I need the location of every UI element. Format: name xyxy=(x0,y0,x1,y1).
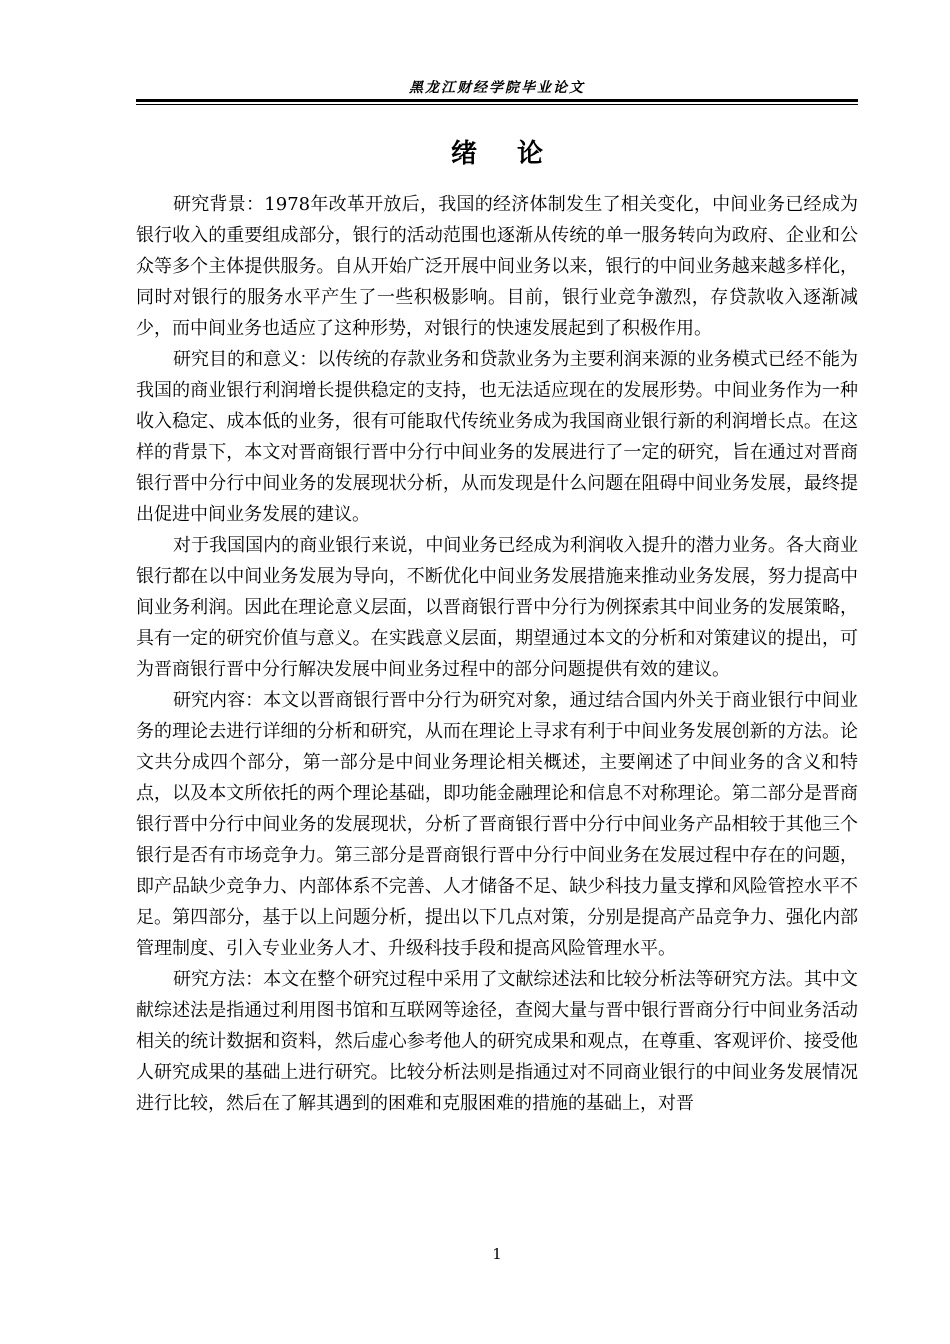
page-number: 1 xyxy=(492,1245,502,1263)
paragraph-purpose: 研究目的和意义：以传统的存款业务和贷款业务为主要利润来源的业务模式已经不能为我国的商业银行利润增长提供稳定的支持，也无法适应现在的发展形势。中间业务作为一种收入稳定、成本低的业务，很有可能取代传统业务成为我国商业银行新的利润增长点。在这样的背景下，本文对晋商银行晋中分行中间业务的发展进行了一定的研究，旨在通过对晋商银行晋中分行中间业务的发展现状分析，从而发现是什么问题在阻碍中间业务发展，最终提出促进中间业务发展的建议。 xyxy=(136,349,858,525)
paragraph-content: 研究内容：本文以晋商银行晋中分行为研究对象，通过结合国内外关于商业银行中间业务的理论去进行详细的分析和研究，从而在理论上寻求有利于中间业务发展创新的方法。论文共分成四个部分，第一部分是中间业务理论相关概述，主要阐述了中间业务的含义和特点，以及本文所依托的两个理论基础，即功能金融理论和信息不对称理论。第二部分是晋商银行晋中分行中间业务的发展现状，分析了晋商银行晋中分行中间业务产品相较于其他三个银行是否有市场竞争力。第三部分是晋商银行晋中分行中间业务在发展过程中存在的问题，即产品缺少竞争力、内部体系不完善、人才储备不足、缺少科技力量支撑和风险管控水平不足。第四部分，基于以上问题分析，提出以下几点对策，分别是提高产品竞争力、强化内部管理制度、引入专业业务人才、升级科技手段和提高风险管理水平。 xyxy=(136,690,858,959)
header-rule-thick xyxy=(136,99,858,102)
body-text xyxy=(136,189,858,1119)
running-header: 黑龙江财经学院毕业论文 xyxy=(409,80,585,96)
paragraph-significance: 对于我国国内的商业银行来说，中间业务已经成为利润收入提升的潜力业务。各大商业银行都在以中间业务发展为导向，不断优化中间业务发展措施来推动业务发展，努力提高中间业务利润。因此在理论意义层面，以晋商银行晋中分行为例探索其中间业务的发展策略，具有一定的研究价值与意义。在实践意义层面，期望通过本文的分析和对策建议的提出，可为晋商银行晋中分行解决发展中间业务过程中的部分问题提供有效的建议。 xyxy=(136,535,858,680)
paragraph-methods: 研究方法：本文在整个研究过程中采用了文献综述法和比较分析法等研究方法。其中文献综述法是指通过利用图书馆和互联网等途径，查阅大量与晋中银行晋商分行中间业务活动相关的统计数据和资料，然后虚心参考他人的研究成果和观点，在尊重、客观评价、接受他人研究成果的基础上进行研究。比较分析法则是指通过对不同商业银行的中间业务发展情况进行比较，然后在了解其遇到的困难和克服困难的措施的基础上，对晋 xyxy=(136,969,858,1114)
chapter-title: 绪论 xyxy=(450,139,583,169)
paragraph-background: 研究背景：1978年改革开放后，我国的经济体制发生了相关变化，中间业务已经成为银行收入的重要组成部分，银行的活动范围也逐渐从传统的单一服务转向为政府、企业和公众等多个主体提供服务。自从开始广泛开展中间业务以来，银行的中间业务越来越多样化，同时对银行的服务水平产生了一些积极影响。目前，银行业竞争激烈，存贷款收入逐渐减少，而中间业务也适应了这种形势，对银行的快速发展起到了积极作用。 xyxy=(136,194,858,339)
header-rule-thin xyxy=(136,104,858,105)
